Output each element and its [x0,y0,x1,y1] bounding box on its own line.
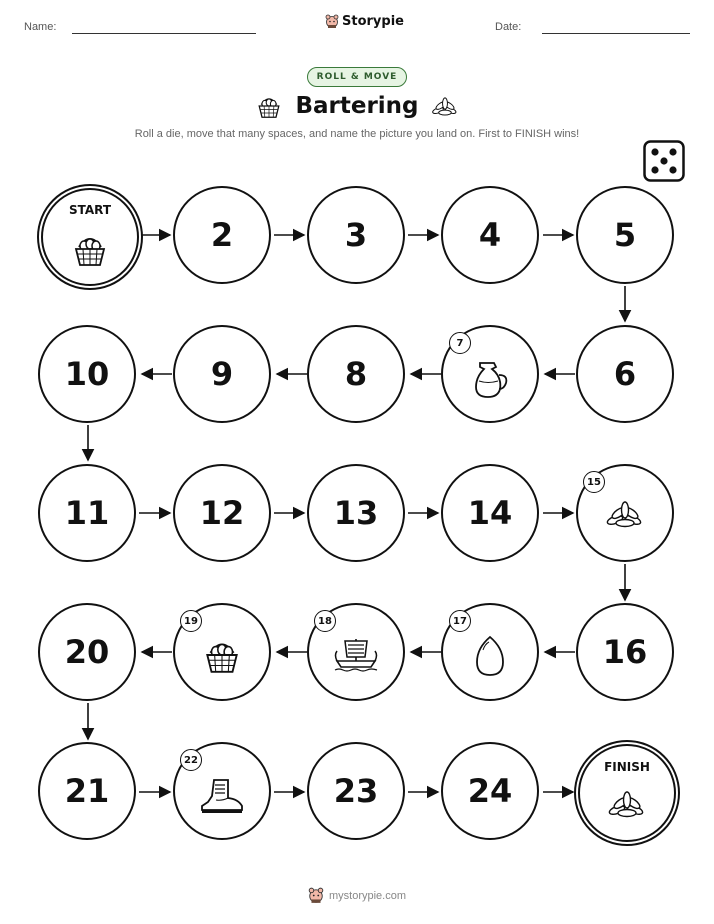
space-number: 3 [344,216,368,254]
space-number: 23 [333,772,379,810]
space-badge-22: 22 [180,749,202,771]
space-badge-19: 19 [180,610,202,632]
space-23[interactable] [307,742,405,840]
instructions-text: Roll a die, move that many spaces, and name the picture you land on. First to FINISH wins! [134,128,580,140]
space-number: 4 [478,216,502,254]
page-title: Bartering [295,93,419,119]
space-number: 20 [64,633,110,671]
space-3[interactable] [307,186,405,284]
roll-move-badge: ROLL & MOVE [307,67,408,87]
space-badge-17: 17 [449,610,471,632]
space-number: 14 [467,494,513,532]
viking-ship-icon [331,635,381,675]
space-number: 21 [64,772,110,810]
brand-name: Storypie [342,14,404,29]
date-label: Date: [495,21,522,33]
finish-space[interactable] [578,744,676,842]
egg-basket-icon [70,229,110,269]
leaves-icon [605,500,645,530]
space-number: 24 [467,772,513,810]
space-badge-7: 7 [449,332,471,354]
space-6[interactable] [576,325,674,423]
egg-icon [473,634,507,678]
space-badge-15: 15 [583,471,605,493]
space-number: 12 [199,494,245,532]
space-16[interactable] [576,603,674,701]
space-14[interactable] [441,464,539,562]
space-8[interactable] [307,325,405,423]
space-2[interactable] [173,186,271,284]
space-12[interactable] [173,464,271,562]
space-number: 13 [333,494,379,532]
space-number: 2 [210,216,234,254]
name-label: Name: [24,21,57,33]
finish-label: FINISH [604,760,650,774]
space-9[interactable] [173,325,271,423]
space-13[interactable] [307,464,405,562]
space-number: 16 [602,633,648,671]
space-number: 5 [613,216,637,254]
space-20[interactable] [38,603,136,701]
space-number: 8 [344,355,368,393]
space-number: 11 [64,494,110,532]
space-24[interactable] [441,742,539,840]
storypie-mascot-icon [308,887,324,904]
space-21[interactable] [38,742,136,840]
start-label: START [68,203,112,217]
footer [0,887,714,904]
space-10[interactable] [38,325,136,423]
jug-icon [468,357,512,401]
space-number: 6 [613,355,637,393]
egg-basket-icon [201,634,243,676]
leaves-icon [607,790,647,820]
footer-url[interactable]: mystorypie.com [328,889,407,902]
start-space[interactable] [41,188,139,286]
boot-icon [198,776,246,816]
space-badge-18: 18 [314,610,336,632]
space-5[interactable] [576,186,674,284]
space-4[interactable] [441,186,539,284]
space-11[interactable] [38,464,136,562]
space-number: 10 [64,355,110,393]
space-number: 9 [210,355,234,393]
